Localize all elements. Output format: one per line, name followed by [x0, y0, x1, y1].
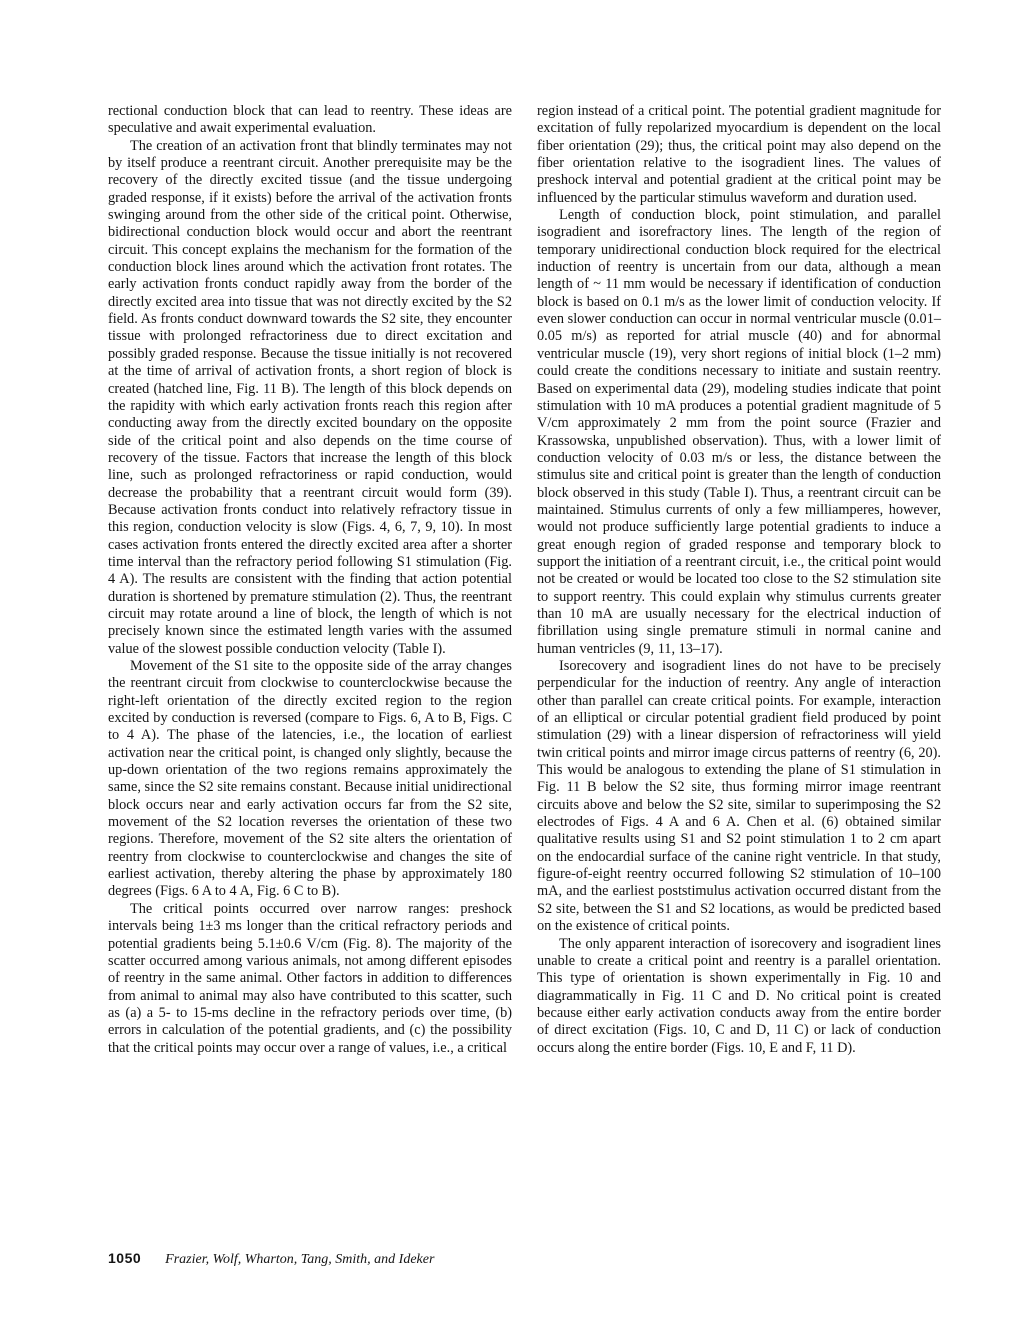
running-authors: Frazier, Wolf, Wharton, Tang, Smith, and Ideker: [165, 1252, 435, 1267]
paragraph: Movement of the S1 site to the opposite side of the array changes the reentrant circuit from clockwise to counterclockwise because the right-left orientation of the directly excited region to the region excited by conduction is reversed (compare to Figs. 6, A to B, Figs. C to 4 A). The phase of the latencies, i.e., the location of earliest activation near the critical point, is changed only slightly, because the up-down orientation of the two regions remains approximately the same, since the S2 site remains constant. Because initial unidirectional block occurs near and early activation occurs far from the S2 site, movement of the S2 location reverses the orientation of these two regions. Therefore, movement of the S2 site alters the orientation of reentry from clockwise to counterclockwise and changes the site of earliest activation, thereby altering the phase by approximately 180 degrees (Figs. 6 A to 4 A, Fig. 6 C to B).: [108, 658, 512, 900]
paragraph: The critical points occurred over narrow ranges: preshock intervals being 1±3 ms longer than the critical refractory periods and potential gradients being 5.1±0.6 V/cm (Fig. 8). The majority of the scatter occurred among various animals, not among different episodes of reentry in the same animal. Other factors in addition to differences from animal to animal may also have contributed to this scatter, such as (a) a 5- to 15-ms decline in the refractory periods over time, (b) errors in calculation of the potential gradients, and (c) the possibility that the critical points may occur over a range of values, i.e., a critical: [108, 900, 512, 1056]
paragraph: Isorecovery and isogradient lines do not have to be precisely perpendicular for the induction of reentry. Any angle of interaction other than parallel can create critical points. For example, interaction of an elliptical or circular potential gradient field produced by point stimulation (29) with a linear dispersion of refractoriness will yield twin critical points and mirror image circus patterns of reentry (6, 20). This would be analogous to extending the plane of S1 stimulation in Fig. 11 B below the S2 site, thus forming mirror image reentrant circuits above and below the S2 site, similar to superimposing the S2 electrodes of Figs. 4 A and 6 A. Chen et al. (6) obtained similar qualitative results using S1 and S2 point stimulation 1 to 2 cm apart on the endocardial surface of the canine right ventricle. In that study, figure-of-eight reentry occurred following S2 stimulation of 10–100 mA, and the earliest poststimulus activation occurred distant from the S2 site, between the S1 and S2 locations, as would be predicted based on the existence of critical points.: [537, 658, 941, 935]
page-footer: [108, 1250, 434, 1268]
paragraph: The only apparent interaction of isorecovery and isogradient lines unable to create a critical point and reentry is a parallel orientation. This type of orientation is shown experimentally in Fig. 10 and diagrammatically in Fig. 11 C and D. No critical point is created because either early activation conducts away from the entire border of direct excitation (Figs. 10, C and D, 11 C) or lack of conduction occurs along the entire border (Figs. 10, E and F, 11 D).: [537, 935, 941, 1056]
paragraph: Length of conduction block, point stimulation, and parallel isogradient and isorefractory lines. The length of the region of temporary unidirectional conduction block required for the electrical induction of reentry is uncertain from our data, although a mean length of ~ 11 mm would be necessary if identification of conduction block is based on 0.1 m/s as the lower limit of conduction velocity. If even slower conduction can occur in normal ventricular muscle (0.01–0.05 m/s) as reported for atrial muscle (40) and for abnormal ventricular muscle (19), very short regions of initial block (1–2 mm) could create the conditions necessary to initiate and sustain reentry. Based on experimental data (29), modeling studies indicate that point stimulation with 10 mA produces a potential gradient magnitude of 5 V/cm approximately 2 mm from the point source (Frazier and Krassowska, unpublished observation). Thus, with a lower limit of conduction velocity of 0.03 m/s or less, the distance between the stimulus site and critical point is greater than the length of conduction block observed in this study (Table I). Thus, a reentrant circuit can be maintained. Stimulus currents of only a few milliamperes, however, would not produce sufficiently large potential gradients to induce a great enough region of graded response and temporary block to support the initiation of a reentrant circuit, i.e., the critical point would not be created or would be located too close to the S2 stimulation site to support reentry. This could explain why stimulus currents greater than 10 mA are usually necessary for the electrical induction of fibrillation using single premature stimuli in normal canine and human ventricles (9, 11, 13–17).: [537, 207, 941, 657]
paragraph: region instead of a critical point. The potential gradient magnitude for excitation of fully repolarized myocardium is dependent on the local fiber orientation (29); thus, the critical point may also depend on the fiber orientation relative to the isogradient lines. The values of preshock interval and potential gradient at the critical point may be influenced by the particular stimulus waveform and duration used.: [537, 103, 941, 206]
paragraph: rectional conduction block that can lead to reentry. These ideas are speculative and await experimental evaluation.: [108, 103, 512, 137]
paragraph: The creation of an activation front that blindly terminates may not by itself produce a reentrant circuit. Another prerequisite may be the recovery of the directly excited tissue (and the tissue undergoing graded response, if it exists) before the arrival of the activation fronts swinging around from the other side of the critical point. Otherwise, bidirectional conduction block would occur and abort the reentrant circuit. This concept explains the mechanism for the formation of the conduction block lines around which the activation front rotates. The early activation fronts conduct rapidly away from the border of the directly excited area into tissue that was not directly excited by the S2 field. As fronts conduct downward towards the S2 site, they encounter tissue with prolonged refractoriness due to direct excitation and possibly graded response. Because the tissue initially is not recovered at the time of arrival of activation fronts, a short region of block is created (hatched line, Fig. 11 B). The length of this block depends on the rapidity with which early activation fronts reach this region after conducting away from the directly excited boundary on the opposite side of the critical point and also depends on the time course of recovery of the tissue. Factors that increase the length of this block line, such as prolonged refractoriness or rapid conduction, would decrease the probability that a reentrant circuit would form (39). Because activation fronts conduct into relatively refractory tissue in this region, conduction velocity is slow (Figs. 4, 6, 7, 9, 10). In most cases activation fronts entered the directly excited area after a shorter time interval than the refractory period following S1 stimulation (Fig. 4 A). The results are consistent with the finding that action potential duration is shortened by premature stimulation (2). Thus, the reentrant circuit may rotate around a line of block, the length of which is not precisely known since the estimated length varies with the assumed value of the slowest possible conduction velocity (Table I).: [108, 137, 512, 657]
left-column: [108, 103, 512, 1057]
right-column: [537, 103, 941, 1057]
page-number: 1050: [108, 1250, 142, 1266]
